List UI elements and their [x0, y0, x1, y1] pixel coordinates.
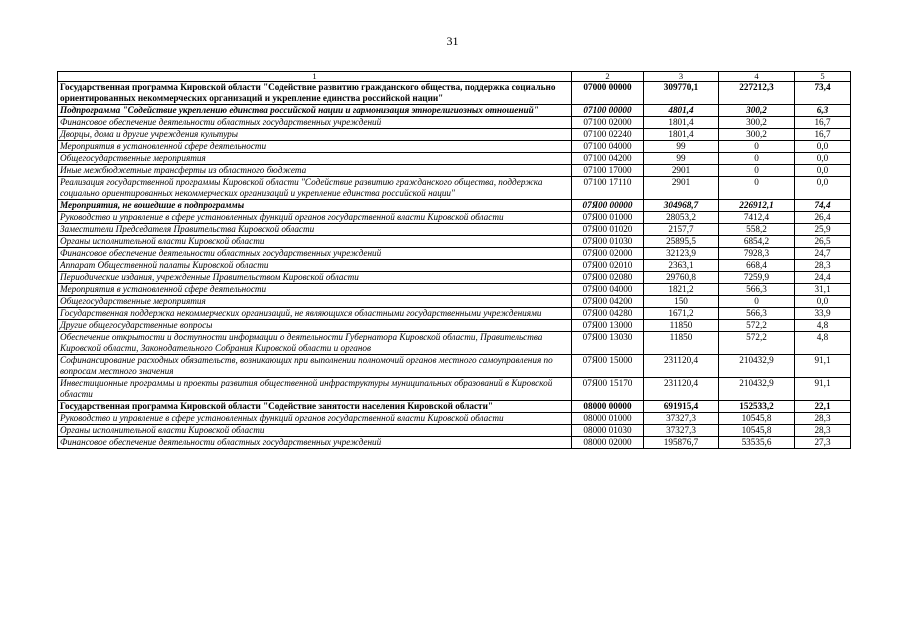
row-actual-cell: 6854,2: [719, 236, 795, 248]
row-planned-cell: 2157,7: [644, 224, 719, 236]
row-name-cell: Дворцы, дома и другие учреждения культуры: [58, 129, 572, 141]
row-percent-cell: 24,7: [795, 248, 851, 260]
row-code-cell: 07Я00 02010: [572, 260, 644, 272]
row-code-cell: 07Я00 13000: [572, 320, 644, 332]
row-actual-cell: 53535,6: [719, 437, 795, 449]
row-actual-cell: 300,2: [719, 105, 795, 117]
row-code-cell: 07100 04200: [572, 153, 644, 165]
row-code-cell: 07000 00000: [572, 82, 644, 105]
row-percent-cell: 25,9: [795, 224, 851, 236]
row-code-cell: 07Я00 04280: [572, 308, 644, 320]
row-percent-cell: 22,1: [795, 401, 851, 413]
row-planned-cell: 1801,4: [644, 129, 719, 141]
row-name-cell: Аппарат Общественной палаты Кировской области: [58, 260, 572, 272]
row-actual-cell: 10545,8: [719, 425, 795, 437]
row-actual-cell: 0: [719, 177, 795, 200]
row-name-cell: Заместители Председателя Правительства Кировской области: [58, 224, 572, 236]
row-name-cell: Общегосударственные мероприятия: [58, 296, 572, 308]
row-name-cell: Обеспечение открытости и доступности информации о деятельности Губернатора Кировской области, Правительства Кировской области, Законодательного Собрания Кировской области и органов: [58, 332, 572, 355]
row-name-cell: Иные межбюджетные трансферты из областного бюджета: [58, 165, 572, 177]
row-name-cell: Мероприятия в установленной сфере деятельности: [58, 141, 572, 153]
row-percent-cell: 4,8: [795, 332, 851, 355]
row-planned-cell: 691915,4: [644, 401, 719, 413]
table-row: [58, 355, 851, 378]
row-code-cell: 07Я00 15000: [572, 355, 644, 378]
row-name-cell: Софинансирование расходных обязательств, возникающих при выполнении полномочий органов местного самоуправления по вопросам местного значения: [58, 355, 572, 378]
row-code-cell: 07100 17110: [572, 177, 644, 200]
table-header-row: [58, 72, 851, 82]
row-name-cell: Мероприятия в установленной сфере деятельности: [58, 284, 572, 296]
column-header: 4: [719, 72, 795, 82]
row-code-cell: 07Я00 15170: [572, 378, 644, 401]
table-row: [58, 272, 851, 284]
row-actual-cell: 226912,1: [719, 200, 795, 212]
row-code-cell: 07Я00 04000: [572, 284, 644, 296]
row-code-cell: 07Я00 02000: [572, 248, 644, 260]
row-name-cell: Органы исполнительной власти Кировской области: [58, 236, 572, 248]
row-planned-cell: 231120,4: [644, 378, 719, 401]
row-code-cell: 08000 01030: [572, 425, 644, 437]
row-code-cell: 07100 02000: [572, 117, 644, 129]
row-code-cell: 07100 04000: [572, 141, 644, 153]
row-code-cell: 08000 00000: [572, 401, 644, 413]
table-row: [58, 224, 851, 236]
row-code-cell: 07Я00 02080: [572, 272, 644, 284]
row-percent-cell: 73,4: [795, 82, 851, 105]
row-percent-cell: 0,0: [795, 296, 851, 308]
row-percent-cell: 91,1: [795, 355, 851, 378]
row-actual-cell: 300,2: [719, 129, 795, 141]
table-row: [58, 177, 851, 200]
row-actual-cell: 0: [719, 141, 795, 153]
column-header: 5: [795, 72, 851, 82]
row-percent-cell: 74,4: [795, 200, 851, 212]
row-actual-cell: 558,2: [719, 224, 795, 236]
row-percent-cell: 27,3: [795, 437, 851, 449]
row-planned-cell: 99: [644, 141, 719, 153]
row-planned-cell: 4801,4: [644, 105, 719, 117]
row-planned-cell: 28053,2: [644, 212, 719, 224]
row-name-cell: Подпрограмма "Содействие укреплению единства российской нации и гармонизация этнорелигиозных отношений": [58, 105, 572, 117]
table-row: [58, 212, 851, 224]
table-row: [58, 105, 851, 117]
row-name-cell: Мероприятия, не вошедшие в подпрограммы: [58, 200, 572, 212]
row-actual-cell: 0: [719, 153, 795, 165]
row-code-cell: 08000 02000: [572, 437, 644, 449]
row-planned-cell: 1821,2: [644, 284, 719, 296]
table-row: [58, 165, 851, 177]
row-name-cell: Государственная программа Кировской области "Содействие развитию гражданского общества, поддержка социально ориентированных некоммерческих организаций и укрепление единства российской нации": [58, 82, 572, 105]
table-row: [58, 378, 851, 401]
row-actual-cell: 7412,4: [719, 212, 795, 224]
row-percent-cell: 91,1: [795, 378, 851, 401]
row-name-cell: Финансовое обеспечение деятельности областных государственных учреждений: [58, 437, 572, 449]
row-name-cell: Общегосударственные мероприятия: [58, 153, 572, 165]
row-percent-cell: 0,0: [795, 153, 851, 165]
row-name-cell: Другие общегосударственные вопросы: [58, 320, 572, 332]
table-row: [58, 129, 851, 141]
table-row: [58, 320, 851, 332]
row-planned-cell: 309770,1: [644, 82, 719, 105]
table-row: [58, 82, 851, 105]
row-planned-cell: 231120,4: [644, 355, 719, 378]
table-row: [58, 284, 851, 296]
row-percent-cell: 4,8: [795, 320, 851, 332]
row-code-cell: 07100 02240: [572, 129, 644, 141]
table-row: [58, 153, 851, 165]
row-planned-cell: 32123,9: [644, 248, 719, 260]
row-percent-cell: 33,9: [795, 308, 851, 320]
row-percent-cell: 31,1: [795, 284, 851, 296]
row-percent-cell: 0,0: [795, 177, 851, 200]
table-row: [58, 296, 851, 308]
row-planned-cell: 1801,4: [644, 117, 719, 129]
row-planned-cell: 29760,8: [644, 272, 719, 284]
row-code-cell: 07Я00 13030: [572, 332, 644, 355]
row-planned-cell: 150: [644, 296, 719, 308]
row-actual-cell: 566,3: [719, 284, 795, 296]
row-actual-cell: 152533,2: [719, 401, 795, 413]
row-actual-cell: 7928,3: [719, 248, 795, 260]
row-percent-cell: 16,7: [795, 129, 851, 141]
row-percent-cell: 28,3: [795, 413, 851, 425]
row-name-cell: Государственная поддержка некоммерческих организаций, не являющихся областными государственными учреждениями: [58, 308, 572, 320]
row-actual-cell: 7259,9: [719, 272, 795, 284]
table-row: [58, 332, 851, 355]
row-code-cell: 08000 01000: [572, 413, 644, 425]
table-row: [58, 141, 851, 153]
table-row: [58, 248, 851, 260]
budget-table: [57, 71, 851, 449]
table-body: [58, 82, 851, 449]
row-actual-cell: 227212,3: [719, 82, 795, 105]
row-planned-cell: 195876,7: [644, 437, 719, 449]
row-actual-cell: 566,3: [719, 308, 795, 320]
row-code-cell: 07100 17000: [572, 165, 644, 177]
row-name-cell: Реализация государственной программы Кировской области "Содействие развитию гражданского общества, поддержка социально ориентированных некоммерческих организаций и укрепление единства российской нации": [58, 177, 572, 200]
row-code-cell: 07Я00 04200: [572, 296, 644, 308]
row-name-cell: Руководство и управление в сфере установленных функций органов государственной власти Кировской области: [58, 413, 572, 425]
row-actual-cell: 668,4: [719, 260, 795, 272]
row-percent-cell: 26,4: [795, 212, 851, 224]
row-name-cell: Руководство и управление в сфере установленных функций органов государственной власти Кировской области: [58, 212, 572, 224]
row-actual-cell: 572,2: [719, 332, 795, 355]
table-row: [58, 413, 851, 425]
row-code-cell: 07Я00 01000: [572, 212, 644, 224]
row-percent-cell: 28,3: [795, 260, 851, 272]
row-name-cell: Государственная программа Кировской области "Содействие занятости населения Кировской области": [58, 401, 572, 413]
row-percent-cell: 0,0: [795, 165, 851, 177]
page-number: 31: [446, 34, 459, 48]
table-row: [58, 260, 851, 272]
row-name-cell: Инвестиционные программы и проекты развития общественной инфраструктуры муниципальных образований в Кировской области: [58, 378, 572, 401]
table-row: [58, 308, 851, 320]
row-percent-cell: 6,3: [795, 105, 851, 117]
row-actual-cell: 0: [719, 165, 795, 177]
row-code-cell: 07100 00000: [572, 105, 644, 117]
row-name-cell: Финансовое обеспечение деятельности областных государственных учреждений: [58, 248, 572, 260]
row-planned-cell: 11850: [644, 320, 719, 332]
row-percent-cell: 24,4: [795, 272, 851, 284]
row-actual-cell: 10545,8: [719, 413, 795, 425]
table-row: [58, 425, 851, 437]
row-percent-cell: 28,3: [795, 425, 851, 437]
row-planned-cell: 2901: [644, 165, 719, 177]
row-actual-cell: 572,2: [719, 320, 795, 332]
row-code-cell: 07Я00 01030: [572, 236, 644, 248]
table-row: [58, 200, 851, 212]
row-percent-cell: 0,0: [795, 141, 851, 153]
column-header: 2: [572, 72, 644, 82]
row-code-cell: 07Я00 00000: [572, 200, 644, 212]
table-row: [58, 437, 851, 449]
row-planned-cell: 2363,1: [644, 260, 719, 272]
column-header: 1: [58, 72, 572, 82]
row-percent-cell: 26,5: [795, 236, 851, 248]
table-row: [58, 117, 851, 129]
table-row: [58, 236, 851, 248]
row-name-cell: Периодические издания, учрежденные Правительством Кировской области: [58, 272, 572, 284]
row-planned-cell: 25895,5: [644, 236, 719, 248]
row-planned-cell: 99: [644, 153, 719, 165]
row-planned-cell: 11850: [644, 332, 719, 355]
row-planned-cell: 1671,2: [644, 308, 719, 320]
row-planned-cell: 37327,3: [644, 413, 719, 425]
row-code-cell: 07Я00 01020: [572, 224, 644, 236]
row-percent-cell: 16,7: [795, 117, 851, 129]
column-header: 3: [644, 72, 719, 82]
row-name-cell: Органы исполнительной власти Кировской области: [58, 425, 572, 437]
row-name-cell: Финансовое обеспечение деятельности областных государственных учреждений: [58, 117, 572, 129]
row-planned-cell: 37327,3: [644, 425, 719, 437]
row-planned-cell: 304968,7: [644, 200, 719, 212]
row-planned-cell: 2901: [644, 177, 719, 200]
row-actual-cell: 210432,9: [719, 355, 795, 378]
row-actual-cell: 0: [719, 296, 795, 308]
table-row: [58, 401, 851, 413]
row-actual-cell: 210432,9: [719, 378, 795, 401]
row-actual-cell: 300,2: [719, 117, 795, 129]
